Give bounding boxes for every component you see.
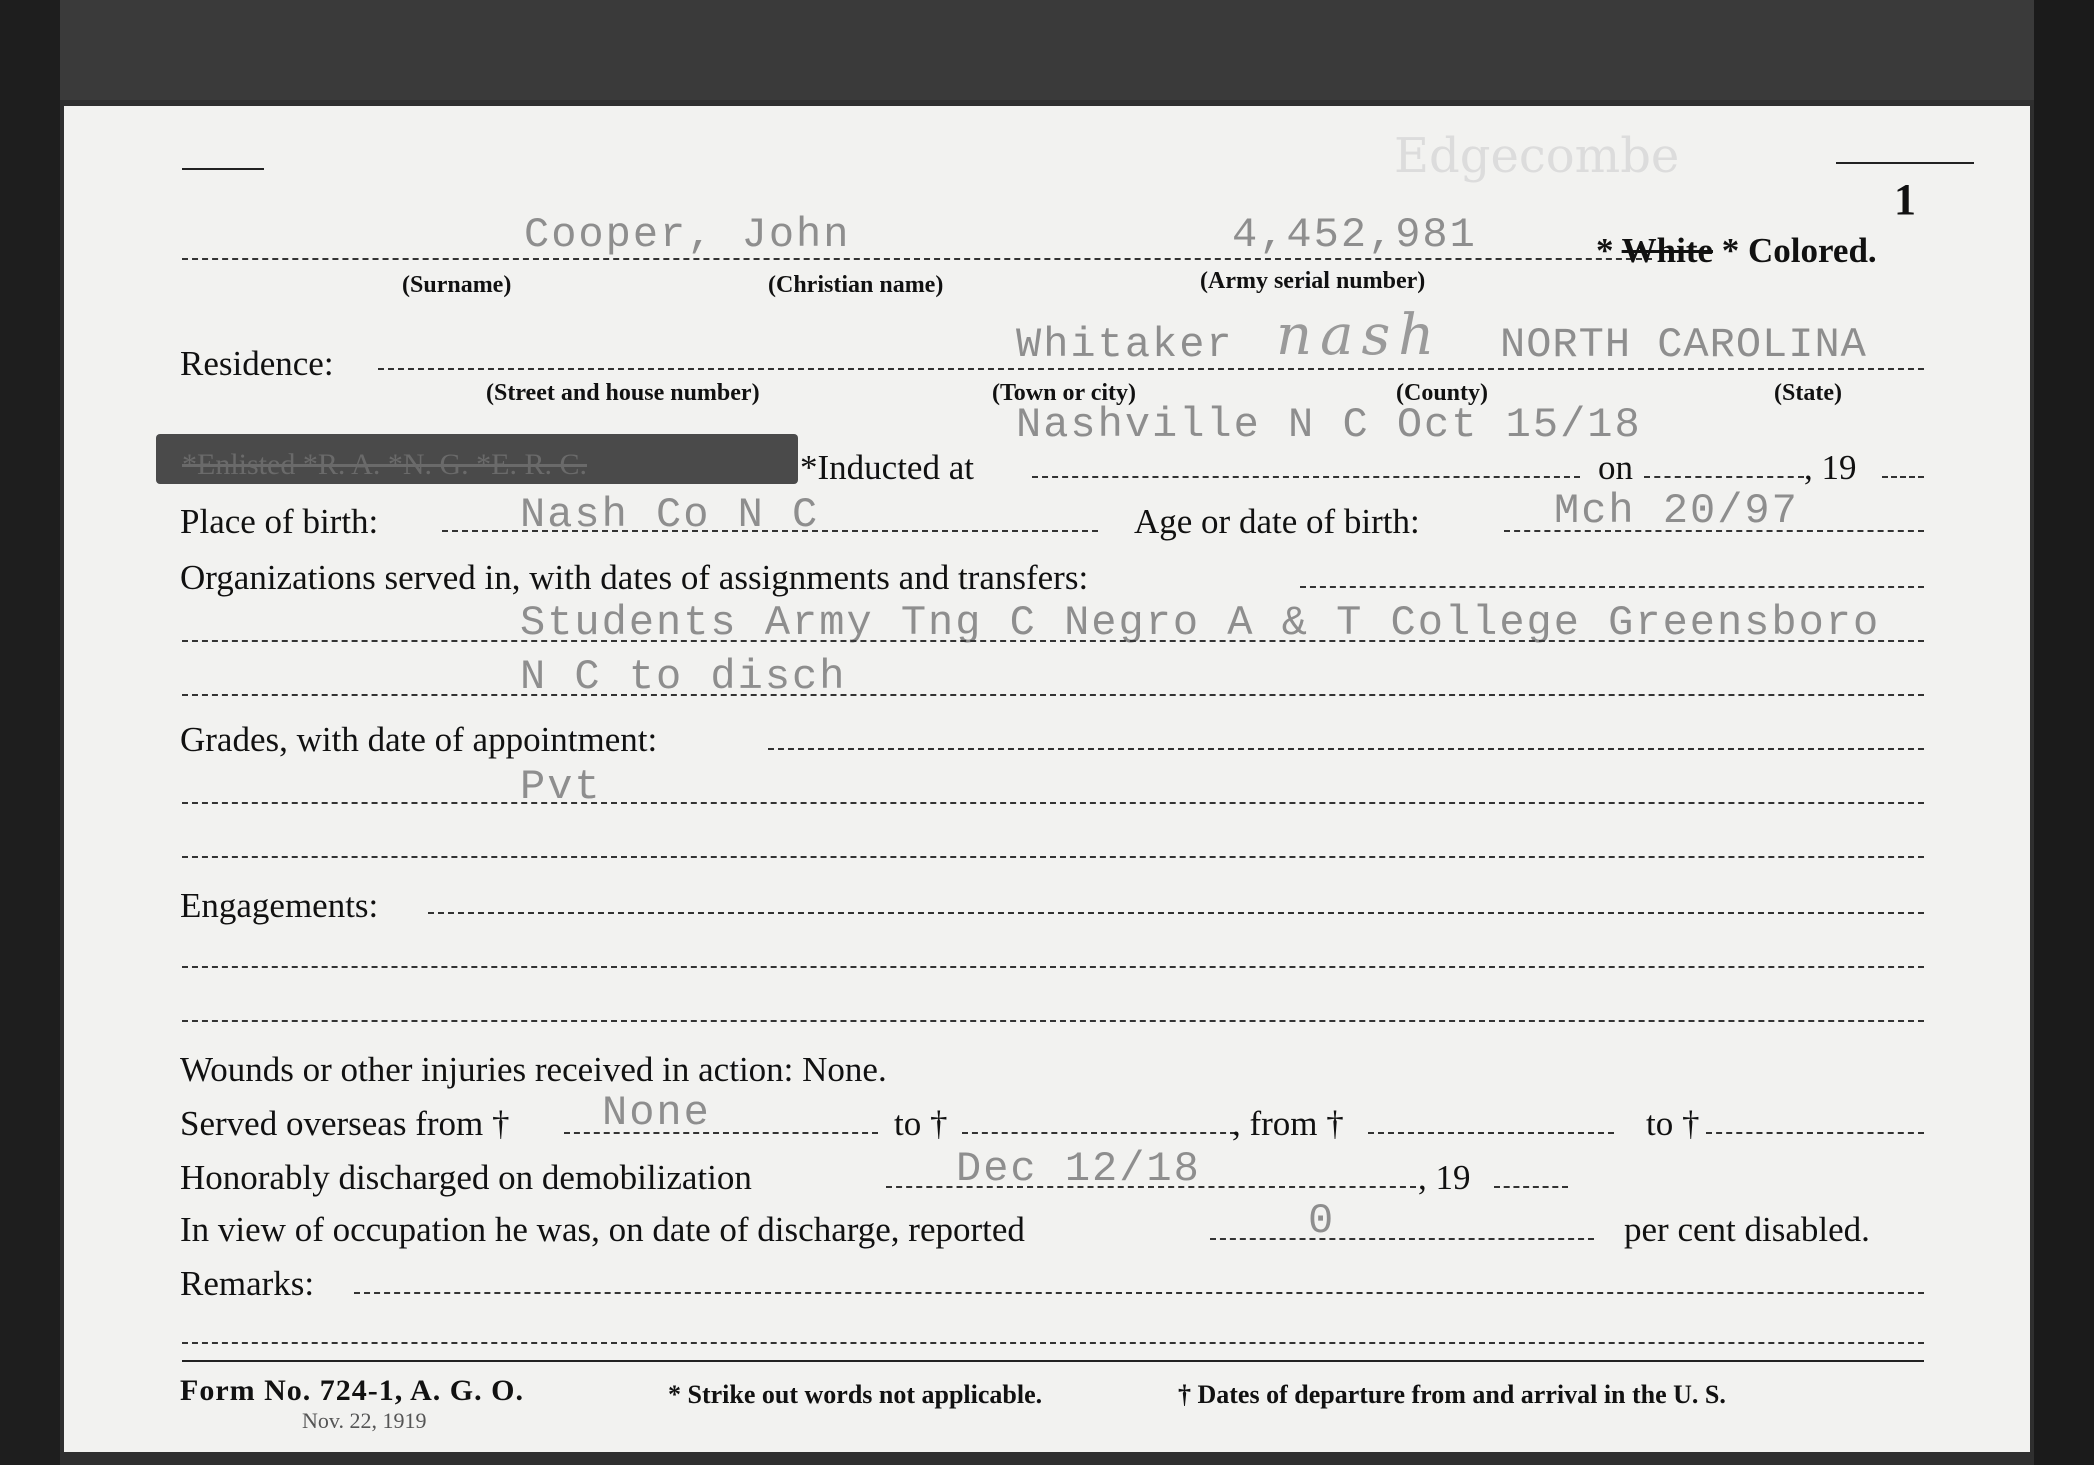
caption-army-serial: (Army serial number)	[1200, 268, 1426, 294]
race-colored: Colored.	[1748, 231, 1877, 270]
county-handwritten: nash	[1276, 303, 1443, 368]
name-typed: Cooper, John	[524, 211, 851, 259]
org-line1-typed: Students Army Tng C Negro A & T College Greensboro	[520, 599, 1881, 647]
background-top	[0, 0, 2094, 100]
caption-surname: (Surname)	[402, 272, 512, 298]
served-overseas-label: Served overseas from †	[180, 1104, 510, 1143]
birth-date-line	[1504, 530, 1924, 532]
strike-note: * Strike out words not applicable.	[668, 1380, 1043, 1409]
residence-label: Residence:	[180, 344, 334, 383]
serial-typed: 4,452,981	[1232, 211, 1477, 259]
per-cent-label: per cent disabled.	[1624, 1210, 1870, 1249]
return-from-line	[1368, 1132, 1614, 1134]
enlisted-struck: *Enlisted *R. A. *N. G. *E. R. C.	[182, 448, 588, 481]
race-options	[1596, 233, 1877, 268]
remarks-line-1	[182, 1342, 1924, 1344]
discharge-year-line	[1494, 1186, 1568, 1188]
service-record-card	[64, 106, 2030, 1452]
caption-state: (State)	[1774, 380, 1842, 406]
grades-label: Grades, with date of appointment:	[180, 720, 658, 759]
org-line2-typed: N C to disch	[520, 653, 847, 701]
top-left-rule	[182, 168, 264, 170]
faint-stamp: Edgecombe	[1394, 128, 1680, 184]
background-left-edge	[0, 0, 60, 1465]
to-label-1: to †	[894, 1104, 948, 1143]
grade-typed: Pvt	[520, 763, 602, 811]
page-number: 1	[1894, 175, 1916, 224]
organizations-line-2	[182, 694, 1924, 696]
grades-line-2	[182, 856, 1924, 858]
inducted-on-line	[1644, 476, 1804, 478]
background-right-edge	[2034, 0, 2094, 1465]
race-star-1: *	[1596, 231, 1622, 270]
inducted-year-line	[1882, 476, 1924, 478]
footer-rule	[182, 1360, 1924, 1362]
percent-disabled-typed: 0	[1308, 1197, 1336, 1245]
dates-note: † Dates of departure from and arrival in the U. S.	[1178, 1380, 1726, 1409]
birth-place-line	[442, 530, 1098, 532]
discharge-date-typed: Dec 12/18	[956, 1145, 1201, 1193]
race-white: White	[1621, 231, 1714, 270]
remarks-line-0	[354, 1292, 1924, 1294]
race-star-2: *	[1713, 231, 1749, 270]
age-dob-label: Age or date of birth:	[1134, 502, 1420, 541]
inducted-line	[1032, 476, 1580, 478]
honorably-label: Honorably discharged on demobilization	[180, 1158, 752, 1197]
grades-line-1	[182, 802, 1924, 804]
in-view-label: In view of occupation he was, on date of discharge, reported	[180, 1210, 1025, 1249]
top-right-rule	[1836, 162, 1974, 164]
to-label-2: to †	[1646, 1104, 1700, 1143]
inducted-year-label: , 19	[1804, 448, 1857, 487]
engagements-label: Engagements:	[180, 886, 379, 925]
form-date: Nov. 22, 1919	[302, 1408, 427, 1433]
birth-date-typed: Mch 20/97	[1554, 487, 1799, 535]
place-of-birth-label: Place of birth:	[180, 502, 379, 541]
inducted-place-date-typed: Nashville N C Oct 15/18	[1016, 401, 1642, 449]
discharge-year-label: , 19	[1418, 1158, 1471, 1197]
town-typed: Whitaker	[1016, 321, 1234, 369]
engagements-line-0	[428, 912, 1924, 914]
percent-line	[1210, 1238, 1594, 1240]
engagements-line-1	[182, 966, 1924, 968]
birth-place-typed: Nash Co N C	[520, 491, 820, 539]
overseas-from-line	[564, 1132, 878, 1134]
inducted-at-label: *Inducted at	[800, 448, 974, 487]
grades-line-0	[768, 748, 1924, 750]
form-number: Form No. 724-1, A. G. O.	[180, 1374, 524, 1407]
engagements-line-2	[182, 1020, 1924, 1022]
name-line	[182, 258, 1652, 260]
caption-county: (County)	[1396, 380, 1489, 406]
overseas-to-line	[962, 1132, 1236, 1134]
on-label: on	[1598, 448, 1633, 487]
organizations-label: Organizations served in, with dates of assignments and transfers:	[180, 558, 1089, 597]
remarks-label: Remarks:	[180, 1264, 315, 1303]
organizations-line-1	[182, 640, 1924, 642]
organizations-line-0	[1300, 586, 1924, 588]
from-label: , from †	[1232, 1104, 1344, 1143]
overseas-from-typed: None	[602, 1089, 711, 1137]
discharge-line	[886, 1186, 1416, 1188]
residence-line	[378, 368, 1924, 370]
state-typed: NORTH CAROLINA	[1500, 321, 1867, 369]
caption-town: (Town or city)	[992, 380, 1136, 406]
return-to-line	[1706, 1132, 1924, 1134]
wounds-label: Wounds or other injuries received in action: None.	[180, 1050, 887, 1089]
caption-christian-name: (Christian name)	[768, 272, 944, 298]
caption-street: (Street and house number)	[486, 380, 760, 406]
